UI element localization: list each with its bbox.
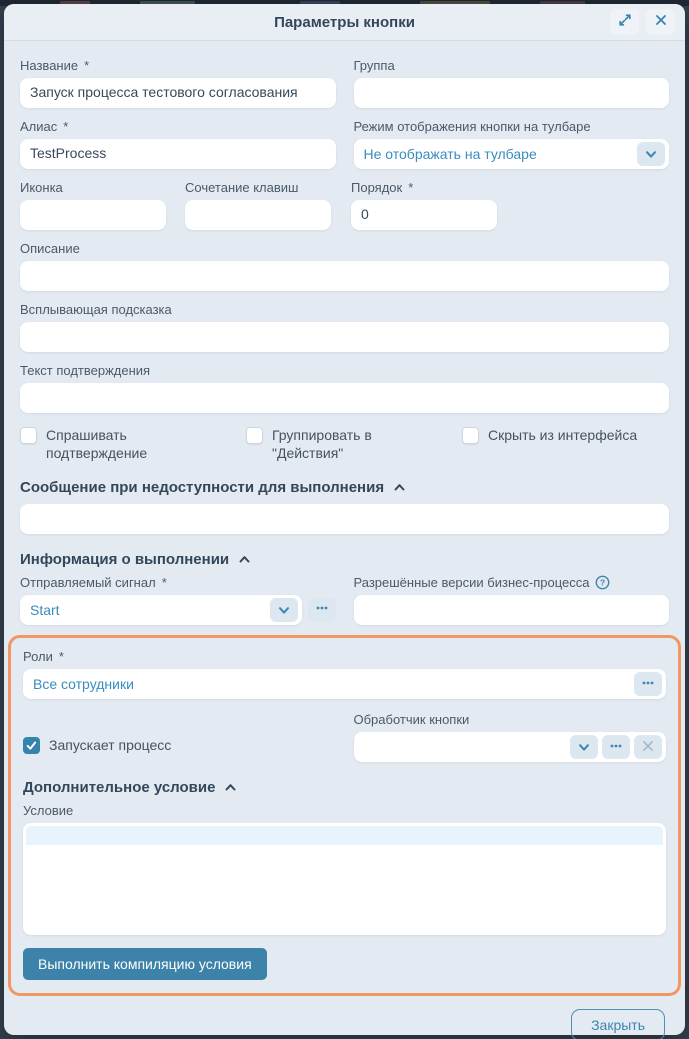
starts-process-option <box>23 701 336 762</box>
expand-icon <box>618 13 632 32</box>
unavailable-message-section-header[interactable] <box>20 479 669 496</box>
name-label: Название * <box>20 58 90 73</box>
condition-label: Условие <box>23 803 74 818</box>
required-mark: * <box>408 180 414 195</box>
chevron-up-icon <box>393 481 406 494</box>
close-button[interactable] <box>646 9 675 35</box>
signal-browse-button[interactable] <box>308 598 336 622</box>
required-mark: * <box>58 649 64 664</box>
ellipsis-icon <box>609 739 623 756</box>
tooltip-input[interactable] <box>20 322 669 352</box>
dialog-title: Параметры кнопки <box>274 13 415 31</box>
group-input[interactable] <box>354 78 670 108</box>
handler-select[interactable] <box>354 732 667 762</box>
chevron-down-icon[interactable] <box>637 142 665 166</box>
dialog-body <box>4 41 685 996</box>
allowed-versions-input[interactable] <box>354 595 670 625</box>
group-in-actions-label: Группировать в "Действия" <box>272 427 372 461</box>
shortcut-label: Сочетание клавиш <box>185 180 299 195</box>
ask-confirmation-label: Спрашивать подтверждение <box>46 427 148 461</box>
ask-confirmation-option <box>20 426 246 462</box>
roles-value: Все сотрудники <box>33 676 134 692</box>
highlighted-area <box>8 635 681 996</box>
name-input[interactable]: Запуск процесса тестового согласования <box>20 78 336 108</box>
handler-clear-button[interactable] <box>634 735 662 759</box>
unavailable-message-input[interactable] <box>20 504 669 534</box>
help-icon[interactable] <box>595 575 610 590</box>
dialog-header <box>4 4 685 41</box>
handler-browse-button[interactable] <box>602 735 630 759</box>
clear-icon <box>641 739 655 756</box>
handler-label: Обработчик кнопки <box>353 712 470 727</box>
signal-label: Отправляемый сигнал * <box>20 575 167 590</box>
required-mark: * <box>84 58 90 73</box>
condition-code-editor[interactable] <box>23 823 666 935</box>
toolbar-mode-label: Режим отображения кнопки на тулбаре <box>353 119 591 134</box>
tooltip-label: Всплывающая подсказка <box>20 302 172 317</box>
allowed-versions-label: Разрешённые версии бизнес-процесса <box>354 575 670 590</box>
starts-process-checkbox[interactable] <box>23 737 40 754</box>
button-parameters-dialog <box>4 4 685 1035</box>
confirmation-text-label: Текст подтверждения <box>20 363 151 378</box>
alias-input[interactable]: TestProcess <box>20 139 336 169</box>
toolbar-mode-value: Не отображать на тулбаре <box>363 146 537 162</box>
hide-from-interface-option <box>462 426 669 462</box>
required-mark: * <box>63 119 69 134</box>
signal-value: Start <box>30 602 60 618</box>
roles-browse-button[interactable] <box>634 672 662 696</box>
starts-process-label: Запускает процесс <box>49 737 172 753</box>
compile-condition-button[interactable]: Выполнить компиляцию условия <box>23 948 267 980</box>
close-icon <box>654 13 668 32</box>
alias-label: Алиас * <box>20 119 69 134</box>
expand-button[interactable] <box>610 9 639 35</box>
group-in-actions-option <box>246 426 462 462</box>
ask-confirmation-checkbox[interactable] <box>20 427 37 444</box>
additional-condition-section-title: Дополнительное условие <box>23 779 216 796</box>
chevron-down-icon[interactable] <box>570 735 598 759</box>
required-mark: * <box>161 575 167 590</box>
hide-from-interface-label: Скрыть из интерфейса <box>488 427 638 443</box>
roles-field[interactable] <box>23 669 666 699</box>
order-label: Порядок * <box>351 180 414 195</box>
order-input[interactable]: 0 <box>351 200 497 230</box>
icon-label: Иконка <box>20 180 63 195</box>
shortcut-input[interactable] <box>185 200 331 230</box>
unavailable-message-section-title: Сообщение при недоступности для выполнения <box>20 479 385 496</box>
description-input[interactable] <box>20 261 669 291</box>
roles-label: Роли * <box>23 649 64 664</box>
icon-input[interactable] <box>20 200 166 230</box>
editor-active-line <box>26 826 663 845</box>
group-in-actions-checkbox[interactable] <box>246 427 263 444</box>
close-dialog-button[interactable]: Закрыть <box>571 1009 665 1039</box>
hide-from-interface-checkbox[interactable] <box>462 427 479 444</box>
chevron-down-icon[interactable] <box>270 598 298 622</box>
execution-info-section-title: Информация о выполнении <box>20 551 230 568</box>
toolbar-mode-select[interactable] <box>354 139 670 169</box>
additional-condition-section-header[interactable] <box>23 779 666 796</box>
description-label: Описание <box>20 241 80 256</box>
group-label: Группа <box>353 58 395 73</box>
confirmation-text-input[interactable] <box>20 383 669 413</box>
chevron-up-icon <box>224 781 237 794</box>
dialog-footer <box>4 996 685 1039</box>
signal-select[interactable] <box>20 595 302 625</box>
ellipsis-icon <box>641 676 655 693</box>
ellipsis-icon <box>315 601 329 620</box>
